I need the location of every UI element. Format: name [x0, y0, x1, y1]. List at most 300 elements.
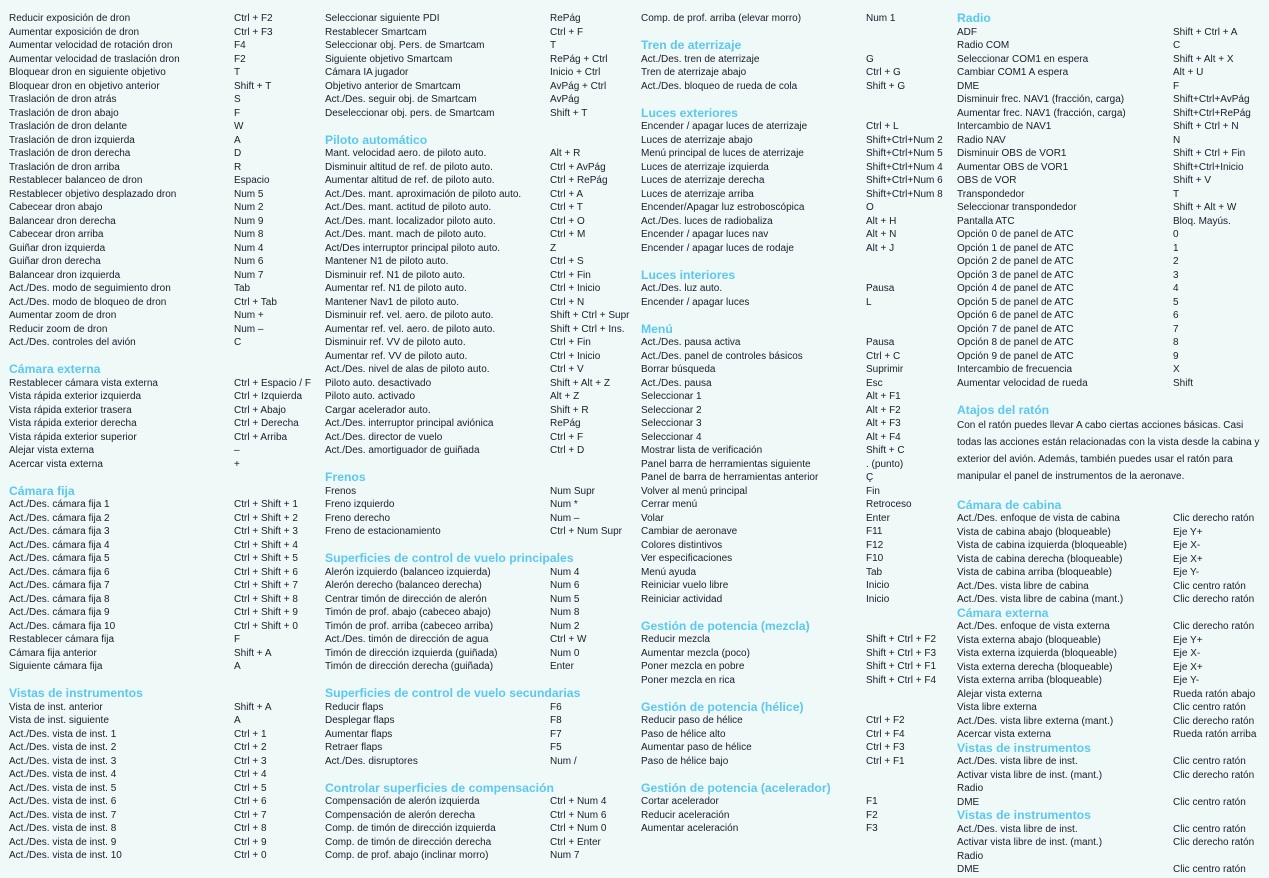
key-binding: Num Supr — [550, 485, 596, 497]
action-label: Retraer flaps — [325, 742, 383, 753]
shortcut-row — [325, 350, 635, 364]
action-label: Acercar vista externa — [9, 458, 103, 470]
action-label: Traslación de dron izquierda — [9, 134, 135, 146]
shortcut-row — [325, 93, 635, 107]
action-label: Aumentar frec. NAV1 (fracción, carga) — [957, 107, 1126, 119]
shortcut-row — [957, 701, 1262, 715]
action-label: Restablecer cámara vista externa — [9, 377, 158, 389]
shortcut-row — [325, 660, 635, 674]
key-binding: T — [1173, 188, 1180, 200]
action-label: Vista rápida exterior derecha — [9, 418, 137, 429]
key-binding: Ctrl + Espacio / F — [234, 377, 311, 389]
shortcut-row — [9, 593, 309, 607]
action-label: Disminuir OBS de VOR1 — [957, 148, 1067, 159]
action-label: Aumentar mezcla (poco) — [641, 647, 750, 659]
action-label: Restablecer objetivo desplazado dron — [9, 188, 177, 200]
shortcut-column-4 — [957, 12, 1262, 877]
shortcut-row — [957, 620, 1262, 634]
action-label: Opción 1 de panel de ATC — [957, 242, 1074, 254]
key-binding: Clic derecho ratón — [1173, 715, 1255, 727]
shortcut-row — [325, 606, 635, 620]
key-binding: Ctrl + Izquierda — [234, 391, 303, 402]
action-label: Act./Des. cámara fija 6 — [9, 566, 110, 578]
action-label: Aumentar ref. vel. aero. de piloto auto. — [325, 323, 496, 335]
action-label: Reducir zoom de dron — [9, 323, 108, 335]
shortcut-row — [9, 579, 309, 593]
shortcut-row — [9, 39, 309, 53]
action-label: Seleccionar 3 — [641, 418, 702, 429]
shortcut-row — [957, 147, 1262, 161]
key-binding: Ctrl + Inicio — [550, 283, 601, 294]
section-description: Con el ratón puedes llevar A cabo ciertas acciones básicas. Casi todas las acciones están relacionadas con la vista desde la cabina y exterior del avión. Además, también puedes usar el ratón para manipular el panel de instrumentos de la aeronave. — [957, 420, 1260, 482]
shortcut-row — [325, 107, 635, 121]
action-label: Encender / apagar luces de aterrizaje — [641, 121, 808, 132]
key-binding: Ctrl + Num Supr — [550, 526, 622, 537]
shortcut-row — [957, 296, 1262, 310]
action-label: Act./Des. vista libre de cabina (mant.) — [957, 594, 1124, 605]
shortcut-row — [325, 363, 635, 377]
shortcut-row — [325, 282, 635, 296]
key-binding: 0 — [1173, 229, 1179, 240]
shortcut-section — [641, 701, 951, 769]
shortcut-section — [641, 323, 951, 607]
shortcut-row — [957, 93, 1262, 107]
section-heading: Controlar superficies de compensación — [325, 780, 554, 795]
shortcut-row — [957, 53, 1262, 67]
key-binding: Shift+Ctrl+AvPág — [1173, 94, 1250, 105]
key-binding: Ctrl + F2 — [234, 13, 273, 24]
shortcut-row — [9, 323, 309, 337]
key-binding: Bloq. Mayús. — [1173, 215, 1231, 227]
key-binding: Shift + T — [234, 80, 272, 92]
key-binding: Ctrl + 2 — [234, 742, 267, 753]
action-label: Mantener N1 de piloto auto. — [325, 256, 449, 267]
action-label: Compensación de alerón izquierda — [325, 796, 480, 807]
key-binding: Shift + Ctrl + F2 — [866, 634, 937, 645]
section-heading: Vistas de instrumentos — [9, 686, 143, 700]
shortcut-row — [325, 12, 635, 26]
key-binding: Alt + N — [866, 229, 897, 240]
shortcut-column-2 — [325, 12, 635, 863]
action-label: Act./Des. vista de inst. 8 — [9, 823, 117, 834]
action-label: Opción 9 de panel de ATC — [957, 350, 1074, 362]
action-label: Mostrar lista de verificación — [641, 445, 763, 456]
shortcut-section — [641, 269, 951, 310]
key-binding: Clic derecho ratón — [1173, 513, 1255, 524]
key-binding: RePág + Ctrl — [550, 53, 608, 65]
shortcut-row — [957, 377, 1262, 391]
key-binding: Shift + Alt + X — [1173, 53, 1234, 65]
key-binding: Num 8 — [550, 607, 580, 618]
key-binding: Ctrl + 3 — [234, 755, 267, 767]
shortcut-row — [9, 431, 309, 445]
shortcut-row — [957, 580, 1262, 594]
action-label: Intercambio de frecuencia — [957, 364, 1073, 375]
key-binding: Shift + Alt + Z — [550, 377, 611, 389]
action-label: DME — [957, 864, 980, 875]
shortcut-row — [9, 134, 309, 148]
key-binding: 9 — [1173, 350, 1179, 362]
key-binding: Clic centro ratón — [1173, 823, 1246, 835]
action-label: Guiñar dron izquierda — [9, 242, 106, 254]
shortcut-row — [957, 120, 1262, 134]
shortcut-row — [325, 795, 635, 809]
key-binding: Ctrl + F — [550, 431, 584, 443]
key-binding: Shift + C — [866, 445, 905, 456]
key-binding: Ctrl + 1 — [234, 728, 267, 740]
action-label: Act./Des. controles del avión — [9, 337, 136, 348]
shortcut-row — [957, 769, 1262, 783]
shortcut-row — [957, 634, 1262, 648]
shortcut-row — [9, 633, 309, 647]
action-label: Cambiar de aeronave — [641, 526, 738, 537]
shortcut-row — [641, 539, 951, 553]
key-binding: Shift + V — [1173, 175, 1212, 186]
shortcut-row — [957, 782, 1262, 796]
key-binding: Ctrl + Fin — [550, 337, 591, 348]
key-binding: F1 — [866, 796, 878, 807]
shortcut-row — [9, 201, 309, 215]
key-binding: Eje X+ — [1173, 661, 1203, 673]
action-label: Disminuir altitud de ref. de piloto auto. — [325, 161, 493, 173]
action-label: Traslación de dron delante — [9, 121, 128, 132]
action-label: Act./Des. timón de dirección de agua — [325, 634, 489, 645]
action-label: Act./Des. modo de seguimiento dron — [9, 283, 171, 294]
shortcut-row — [9, 728, 309, 742]
shortcut-row — [957, 539, 1262, 553]
shortcut-row — [9, 26, 309, 40]
shortcut-row — [325, 809, 635, 823]
shortcut-row — [325, 836, 635, 850]
shortcut-row — [325, 174, 635, 188]
key-binding: Ctrl + Enter — [550, 836, 601, 848]
key-binding: Clic centro ratón — [1173, 756, 1246, 767]
action-label: Seleccionar 1 — [641, 391, 702, 402]
action-label: Piloto auto. desactivado — [325, 377, 432, 389]
action-label: Act./Des. vista libre de cabina — [957, 580, 1089, 592]
key-binding: RePág — [550, 418, 581, 429]
shortcut-row — [9, 53, 309, 67]
action-label: Aumentar velocidad de traslación dron — [9, 53, 180, 65]
key-binding: Ctrl + Num 4 — [550, 796, 607, 807]
action-label: Paso de hélice alto — [641, 728, 726, 740]
section-heading: Tren de aterrizaje — [641, 38, 742, 52]
section-heading: Luces exteriores — [641, 105, 738, 120]
shortcut-row — [641, 822, 951, 836]
key-binding: C — [234, 337, 242, 348]
shortcut-row — [9, 215, 309, 229]
key-binding: Alt + F3 — [866, 418, 901, 429]
key-binding: AvPág + Ctrl — [550, 80, 607, 92]
key-binding: W — [234, 121, 244, 132]
action-label: Timón de prof. arriba (cabeceo arriba) — [325, 620, 494, 632]
shortcut-row — [641, 674, 951, 688]
shortcut-row — [9, 836, 309, 850]
shortcut-section — [957, 809, 1262, 877]
shortcut-row — [641, 660, 951, 674]
shortcut-row — [641, 296, 951, 310]
shortcut-section — [641, 782, 951, 836]
action-label: Encender / apagar luces nav — [641, 229, 769, 240]
action-label: Opción 4 de panel de ATC — [957, 283, 1074, 294]
key-binding: G — [866, 53, 874, 65]
key-binding: Ctrl + F — [550, 26, 584, 38]
key-binding: 2 — [1173, 256, 1179, 267]
shortcut-row — [325, 66, 635, 80]
shortcut-section — [957, 742, 1262, 810]
shortcut-row — [325, 269, 635, 283]
key-binding: Ctrl + F3 — [234, 26, 273, 38]
shortcut-row — [641, 579, 951, 593]
key-binding: Ctrl + Arriba — [234, 431, 288, 443]
key-binding: O — [866, 202, 874, 213]
key-binding: Num – — [550, 512, 580, 524]
action-label: Frenos — [325, 485, 357, 497]
key-binding: Ctrl + Abajo — [234, 404, 286, 416]
action-label: Panel barra de herramientas siguiente — [641, 458, 811, 470]
shortcut-row — [9, 174, 309, 188]
shortcut-row — [9, 755, 309, 769]
key-binding: Fin — [866, 485, 880, 497]
shortcut-row — [641, 242, 951, 256]
action-label: Ver especificaciones — [641, 553, 733, 564]
action-label: Cámara fija anterior — [9, 647, 97, 659]
key-binding: Ctrl + 9 — [234, 836, 267, 848]
shortcut-row — [957, 363, 1262, 377]
key-binding: Pausa — [866, 283, 895, 294]
shortcut-row — [641, 471, 951, 485]
key-binding: Shift + Alt + W — [1173, 202, 1237, 213]
shortcut-row — [9, 647, 309, 661]
key-binding: 1 — [1173, 242, 1179, 254]
action-label: Seleccionar 4 — [641, 431, 702, 443]
shortcut-row — [641, 525, 951, 539]
action-label: Opción 2 de panel de ATC — [957, 256, 1074, 267]
action-label: Reducir flaps — [325, 701, 384, 713]
key-binding: Ç — [866, 472, 874, 483]
shortcut-row — [325, 498, 635, 512]
key-binding: Alt + F1 — [866, 391, 901, 402]
action-label: Timón de dirección derecha (guiñada) — [325, 661, 494, 672]
key-binding: Ctrl + Shift + 9 — [234, 607, 298, 618]
section-heading: Atajos del ratón — [957, 402, 1050, 417]
action-label: Menú ayuda — [641, 566, 697, 578]
key-binding: Shift + Ctrl + Fin — [1173, 148, 1246, 159]
action-label: Seleccionar 2 — [641, 404, 702, 416]
action-label: Act./Des. panel de controles básicos — [641, 350, 803, 362]
shortcut-section — [325, 12, 635, 120]
action-label: Vista externa abajo (bloqueable) — [957, 634, 1101, 646]
key-binding: + — [234, 458, 240, 470]
shortcut-row — [641, 188, 951, 202]
action-label: Aumentar OBS de VOR1 — [957, 161, 1069, 173]
shortcut-row — [641, 228, 951, 242]
action-label: Act./Des. cámara fija 7 — [9, 580, 110, 591]
shortcut-row — [957, 161, 1262, 175]
shortcut-row — [957, 593, 1262, 607]
action-label: Radio — [957, 783, 984, 794]
shortcut-row — [641, 593, 951, 607]
section-heading: Vistas de instrumentos — [957, 808, 1091, 822]
key-binding: 6 — [1173, 310, 1179, 321]
action-label: Encender/Apagar luz estroboscópica — [641, 202, 805, 213]
key-binding: Suprimir — [866, 364, 904, 375]
shortcut-section — [957, 404, 1262, 486]
action-label: Act./Des. mant. actitud de piloto auto. — [325, 202, 492, 213]
action-label: Comp. de prof. arriba (elevar morro) — [641, 13, 802, 24]
key-binding: Rueda ratón arriba — [1173, 729, 1257, 740]
action-label: Vista de cabina abajo (bloqueable) — [957, 526, 1111, 538]
key-binding: Alt + Z — [550, 391, 580, 402]
key-binding: Ctrl + F3 — [866, 742, 905, 753]
action-label: Vista de inst. anterior — [9, 701, 103, 713]
key-binding: Num 9 — [234, 215, 264, 227]
shortcut-row — [957, 66, 1262, 80]
key-binding: Clic derecho ratón — [1173, 594, 1255, 605]
key-binding: Num 5 — [550, 593, 580, 605]
key-binding: Num 5 — [234, 188, 264, 200]
shortcut-row — [9, 714, 309, 728]
action-label: ADF — [957, 26, 977, 38]
action-label: Comp. de timón de dirección derecha — [325, 836, 492, 848]
shortcut-row — [641, 633, 951, 647]
action-label: Transpondedor — [957, 188, 1025, 200]
action-label: Cambiar COM1 A espera — [957, 67, 1069, 78]
shortcut-row — [957, 215, 1262, 229]
action-label: Desplegar flaps — [325, 715, 395, 726]
key-binding: Alt + F2 — [866, 404, 901, 416]
shortcut-section — [325, 687, 635, 768]
action-label: Act./Des. cámara fija 5 — [9, 553, 110, 564]
key-binding: 7 — [1173, 323, 1179, 335]
shortcut-row — [641, 404, 951, 418]
action-label: Vista de cabina arriba (bloqueable) — [957, 567, 1112, 578]
key-binding: Shift + R — [550, 404, 589, 416]
shortcut-row — [9, 309, 309, 323]
action-label: Menú principal de luces de aterrizaje — [641, 148, 804, 159]
action-label: Volar — [641, 512, 664, 524]
action-label: DME — [957, 80, 980, 92]
action-label: Seleccionar COM1 en espera — [957, 53, 1089, 65]
shortcut-row — [325, 404, 635, 418]
key-binding: Retroceso — [866, 499, 912, 510]
action-label: Siguiente objetivo Smartcam — [325, 53, 453, 65]
shortcut-row — [325, 485, 635, 499]
shortcut-row — [9, 120, 309, 134]
key-binding: Num 6 — [234, 256, 264, 267]
key-binding: Ctrl + Shift + 8 — [234, 593, 298, 605]
shortcut-section — [957, 607, 1262, 742]
shortcut-row — [9, 404, 309, 418]
shortcut-row — [325, 309, 635, 323]
shortcut-row — [9, 242, 309, 256]
key-binding: Eje Y- — [1173, 567, 1200, 578]
action-label: Aumentar velocidad de rueda — [957, 377, 1088, 389]
shortcut-row — [957, 336, 1262, 350]
key-binding: Ctrl + V — [550, 364, 584, 375]
key-binding: Shift+Ctrl+Num 2 — [866, 134, 943, 146]
key-binding: Ctrl + M — [550, 229, 586, 240]
action-label: Traslación de dron atrás — [9, 94, 117, 105]
key-binding: AvPág — [550, 94, 580, 105]
shortcut-row — [641, 431, 951, 445]
shortcut-row — [9, 822, 309, 836]
shortcut-row — [9, 606, 309, 620]
shortcut-row — [325, 566, 635, 580]
shortcut-row — [957, 755, 1262, 769]
key-binding: Clic derecho ratón — [1173, 769, 1255, 781]
key-binding: Esc — [866, 377, 883, 389]
shortcut-row — [325, 714, 635, 728]
shortcut-row — [9, 660, 309, 674]
key-binding: Ctrl + Shift + 6 — [234, 566, 298, 578]
key-binding: A — [234, 134, 241, 146]
shortcut-row — [957, 728, 1262, 742]
action-label: Freno de estacionamiento — [325, 526, 441, 537]
key-binding: . (punto) — [866, 458, 904, 470]
action-label: Act./Des. vista de inst. 1 — [9, 728, 117, 740]
key-binding: Ctrl + N — [550, 296, 585, 308]
action-label: Balancear dron derecha — [9, 215, 116, 227]
action-label: Seleccionar siguiente PDI — [325, 13, 440, 24]
key-binding: Num 2 — [234, 202, 264, 213]
action-label: Vista de inst. siguiente — [9, 715, 109, 726]
shortcut-row — [957, 309, 1262, 323]
action-label: Act./Des. vista de inst. 6 — [9, 796, 117, 807]
shortcut-row — [325, 377, 635, 391]
key-binding: L — [866, 296, 872, 308]
key-binding: Clic centro ratón — [1173, 864, 1246, 875]
key-binding: Shift + Ctrl + Ins. — [550, 323, 625, 335]
shortcut-row — [325, 728, 635, 742]
key-binding: Ctrl + L — [866, 121, 899, 132]
key-binding: A — [234, 661, 241, 672]
action-label: Luces de aterrizaje derecha — [641, 175, 765, 186]
action-label: Reiniciar vuelo libre — [641, 580, 729, 591]
action-label: Vista externa arriba (bloqueable) — [957, 675, 1102, 686]
action-label: Compensación de alerón derecha — [325, 809, 476, 821]
key-binding: – — [234, 445, 240, 456]
key-binding: 5 — [1173, 296, 1179, 308]
section-heading: Superficies de control de vuelo principales — [325, 551, 574, 565]
shortcut-row — [325, 147, 635, 161]
shortcut-section — [957, 12, 1262, 390]
key-binding: Clic centro ratón — [1173, 580, 1246, 592]
key-binding: F11 — [866, 526, 883, 537]
section-heading: Cámara externa — [9, 362, 101, 376]
action-label: DME — [957, 796, 980, 808]
shortcut-row — [641, 174, 951, 188]
action-label: Disminuir ref. vel. aero. de piloto auto. — [325, 310, 494, 321]
action-label: Seleccionar transpondedor — [957, 202, 1077, 213]
action-label: Timón de dirección izquierda (guiñada) — [325, 647, 498, 659]
shortcut-row — [957, 39, 1262, 53]
key-binding: Num – — [234, 323, 264, 335]
key-binding: Num * — [550, 499, 578, 510]
action-label: Aumentar paso de hélice — [641, 742, 752, 753]
shortcut-row — [325, 39, 635, 53]
shortcut-row — [9, 566, 309, 580]
key-binding: Ctrl + 4 — [234, 769, 267, 780]
shortcut-row — [325, 822, 635, 836]
action-label: Paso de hélice bajo — [641, 755, 729, 767]
shortcut-row — [325, 620, 635, 634]
action-label: Aumentar aceleración — [641, 823, 739, 834]
key-binding: Ctrl + 0 — [234, 850, 267, 861]
key-binding: F7 — [550, 728, 562, 740]
shortcut-row — [9, 809, 309, 823]
key-binding: N — [1173, 134, 1181, 146]
